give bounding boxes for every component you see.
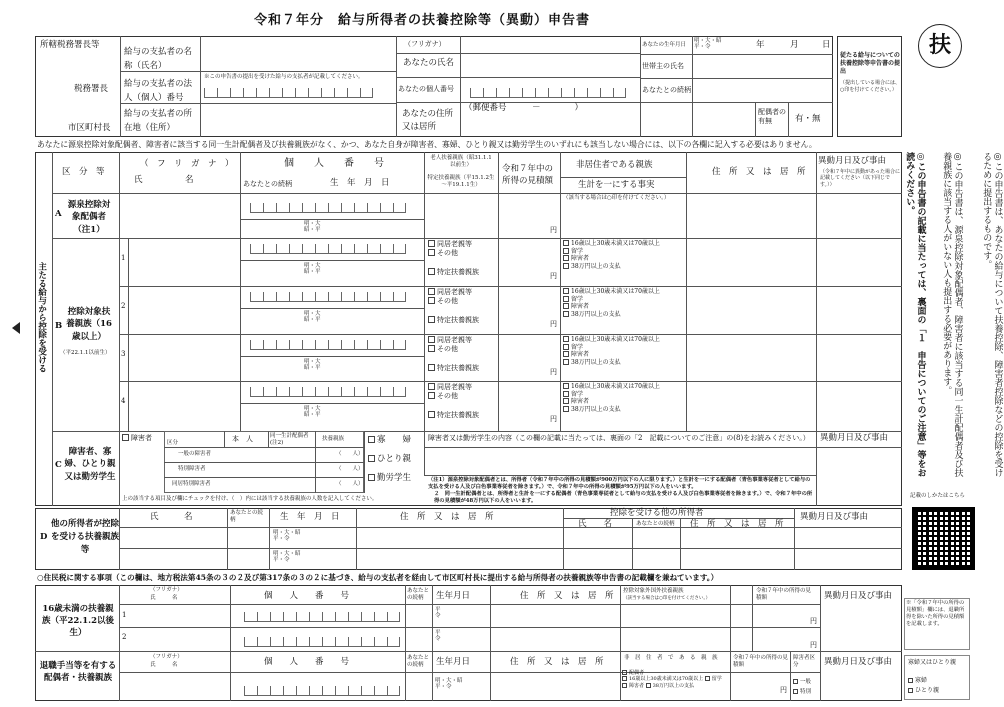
opt-cohab-label: 同居老親等 — [437, 336, 472, 344]
nonres-label: 38万円以上の支払 — [571, 310, 621, 318]
kubun-special-label: 特別 — [800, 689, 812, 695]
nonres-2-4[interactable] — [563, 311, 660, 319]
d-other-name: 氏 名 — [578, 519, 613, 529]
nonres-label: 16歳以上30歳未満又は70歳以上 — [571, 383, 660, 390]
householder-label: 世帯主の氏名 — [642, 62, 684, 70]
retire-nonres-opts — [622, 670, 728, 689]
col-specific: 特定扶養親族（平15.1.2生～平19.1.1生） — [427, 175, 495, 189]
row-b-dependent-opts-1 — [428, 240, 479, 276]
d-other-relation: あなたとの続柄 — [636, 521, 675, 527]
row-b-number-4[interactable] — [250, 387, 406, 397]
nonres-1-2[interactable] — [563, 248, 660, 256]
payer-number-field[interactable] — [204, 88, 373, 98]
retire-yen: 円 — [780, 686, 787, 694]
nonres-1-4[interactable] — [563, 263, 660, 271]
single-check[interactable] — [368, 455, 411, 465]
d-era-2: 明・大・昭 平・令 — [273, 551, 301, 564]
nonres-2-2[interactable] — [563, 296, 660, 304]
nonres-label: 16歳以上30歳未満又は70歳以上 — [571, 240, 660, 247]
payer-number-note: ※この申告書の提出を受けた給与の支払者が記載してください。 — [204, 74, 364, 80]
nonres-1-1[interactable] — [563, 240, 660, 248]
row-b-num-4: 4 — [121, 397, 126, 405]
nonres-label: 38万円以上の支払 — [571, 405, 621, 413]
nonres-label: 16歳以上30歳未満又は70歳以上 — [571, 288, 660, 295]
opt-cohab-1[interactable] — [428, 240, 479, 249]
nonres-label: 障害者 — [571, 351, 590, 358]
nonres-opt-3-label: 障害者 — [629, 682, 645, 689]
payer-address-label: 給与の支払者の所在地（住所） — [124, 109, 193, 133]
your-address-label: あなたの住所又は居所 — [402, 109, 454, 132]
retire-kubun: 障害者区分 — [793, 655, 816, 668]
res-foreign-note: （該当する場合は○印を付けてください。） — [623, 596, 711, 601]
col-change-note: （令和７年中に異動があった場合に記載してください（以下同じです。）） — [820, 169, 900, 188]
nonres-opt-1-label: 配偶者 — [629, 670, 645, 676]
right-note-3: ◎この申告書の記載に当たっては、裏面の「１ 申告についてのご注意」等をお読みください。 — [904, 152, 926, 477]
nonres-label: 障害者 — [571, 398, 590, 405]
student-check[interactable] — [368, 474, 411, 484]
disabled-self: 本 人 — [232, 435, 253, 443]
instruction-text: あなたに源泉控除対象配偶者、障害者に該当する同一生計配偶者及び扶養親族がなく、かつ、あなた自身が障害者、寡婦、ひとり親又は勤労学生のいずれにも該当しない場合には、以下の各欄に記入する必要はありません。 — [37, 140, 817, 149]
row-b-number-1[interactable] — [250, 244, 406, 254]
city-label: 市区町村長 — [68, 123, 111, 133]
note-2: ２ 同一生計配偶者とは、所得者と生計を一にする配偶者（青色事業専従者として給与の支払を受ける人及び白色事業専従者を除きます。）で、令和７年中の所得の見積額が48万円以下の人をいいます。 — [434, 491, 813, 505]
payer-name-field[interactable] — [202, 38, 394, 69]
retire-income: 令和７年中の所得の見積額 — [733, 655, 789, 668]
d-name: 氏 名 — [150, 512, 193, 522]
postal-code[interactable]: （郵便番号 － ） — [464, 103, 584, 113]
single-label: ひとり親 — [377, 454, 412, 464]
row-b-dependent-opts-3 — [428, 336, 479, 372]
birth-month: 月 — [790, 40, 799, 50]
disabled-div: 区分 — [167, 440, 179, 446]
row-b-yen-3: 円 — [550, 368, 557, 376]
disabled-dependents: 扶養親族 — [322, 436, 345, 442]
opt-specific-label: 特定扶養親族 — [437, 315, 479, 324]
nonres-3-2[interactable] — [563, 344, 660, 352]
col-change: 異動月日及び事由 — [818, 156, 887, 166]
row-b-dependent-opts-2 — [428, 288, 479, 324]
nonres-label: 障害者 — [571, 255, 590, 262]
row-a-yen: 円 — [550, 226, 557, 234]
res-income: 令和７年中の所得の見積額 — [756, 588, 812, 601]
form-type-badge: 扶 — [918, 24, 962, 68]
row-c-label: 障害者、寡婦、ひとり親又は勤労学生 — [64, 447, 116, 482]
disabled-check[interactable] — [122, 434, 152, 442]
nonres-4-4[interactable] — [563, 406, 660, 414]
d-label: 他の所得者が控除を受ける扶養親族等 — [50, 519, 119, 555]
right-note-2: ◎この申告書は、源泉控除対象配偶者、障害者に該当する同一生計配偶者及び扶養親族に該当する人がいない人も提出する必要があります。 — [941, 152, 963, 477]
row-b-nonres-opts-3 — [563, 336, 660, 366]
secondary-salary-note: （提出している場合には、○印を付けてください。） — [840, 80, 901, 93]
retire-era: 明・大・昭 平・令 — [435, 678, 463, 691]
retire-number-field[interactable] — [244, 686, 400, 696]
retire-birth: 生年月日 — [436, 657, 471, 667]
opt-cohab-label: 同居老親等 — [437, 240, 472, 248]
row-b-nonres-opts-4 — [563, 383, 660, 413]
c-note: 上の該当する項目及び欄にチェックを付け、（ ）内には該当する扶養親族の人数を記入してください。 — [122, 496, 378, 502]
res-number-2[interactable] — [244, 637, 400, 647]
res-number-1[interactable] — [244, 612, 400, 622]
nonres-4-2[interactable] — [563, 391, 660, 399]
disabled-special: 特別障害者 — [178, 466, 206, 472]
row-b-note: （平22.1.1以前生） — [60, 350, 111, 356]
nonres-1-3[interactable] — [563, 255, 660, 263]
nonres-opt-5-label: 38万円以上の支払 — [652, 682, 694, 689]
row-b-era-2: 明・大 昭・平 — [304, 311, 321, 324]
secondary-salary-title: 従たる給与についての扶養控除等申告書の提出 — [840, 52, 901, 76]
nonres-3-3[interactable] — [563, 351, 660, 359]
row-b-dependent-opts-4 — [428, 383, 479, 419]
under16-label: 16歳未満の扶養親族（平22.1.2以後生） — [41, 604, 115, 638]
widow-opt[interactable] — [908, 678, 927, 685]
d-relation: あなたとの続柄 — [230, 510, 264, 523]
birth-label: あなたの生年月日 — [642, 42, 687, 48]
disabled-same-spouse: 同一生計配偶者(注2) — [270, 433, 309, 446]
your-number-label: あなたの個人番号 — [398, 85, 454, 93]
birth-year: 年 — [756, 40, 765, 50]
d-address: 住 所 又 は 居 所 — [400, 512, 494, 522]
spouse-yes-no[interactable]: 有・無 — [795, 114, 821, 124]
form-title: 令和７年分 給与所得者の扶養控除等（異動）申告書 — [254, 13, 591, 28]
retire-nonres: 非 居 住 者 で あ る 親 族 — [624, 655, 718, 661]
res-row-1: 1 — [122, 611, 127, 619]
opt-cohab-4[interactable] — [428, 383, 479, 392]
opt-other-label: その他 — [437, 344, 458, 353]
disabled-general: 一般の障害者 — [178, 451, 212, 457]
res-name: 氏 名 — [150, 595, 178, 601]
nonres-3-4[interactable] — [563, 359, 660, 367]
nonres-label: 16歳以上30歳未満又は70歳以上 — [571, 336, 660, 343]
res-birth: 生年月日 — [436, 591, 471, 601]
col-birth: 生 年 月 日 — [330, 178, 390, 188]
tax-office-label: 所轄税務署長等 — [40, 40, 100, 50]
kubun-special[interactable] — [793, 689, 811, 695]
d-change: 異動月日及び事由 — [800, 512, 869, 522]
furigana-label: （フリガナ） — [404, 40, 446, 48]
row-b-number-2[interactable] — [250, 292, 406, 302]
widow-opt-label: 寡婦 — [915, 677, 928, 684]
res-furigana: （フリガナ） — [150, 587, 183, 593]
nonres-3-1[interactable] — [563, 336, 660, 344]
nonres-label: 留学 — [571, 390, 584, 398]
d-letter: D — [40, 532, 48, 542]
row-b-num-2: 2 — [121, 302, 126, 310]
col-kubun: 区 分 等 — [62, 167, 105, 177]
widow-single-label: 寡婦又はひとり親 — [908, 659, 957, 666]
nonres-label: 障害者 — [571, 303, 590, 310]
nonres-2-1[interactable] — [563, 288, 660, 296]
row-a-era: 明・大 昭・平 — [304, 221, 321, 234]
c-content: 障害者又は勤労学生の内容（この欄の記載に当たっては、裏面の「2 記載についてのご注意」の(8)をお読みください。） — [428, 434, 810, 442]
opt-cohab-3[interactable] — [428, 336, 479, 345]
row-b-yen-2: 円 — [550, 320, 557, 328]
d-other: 控除を受ける他の所得者 — [610, 508, 704, 518]
row-b-era-4: 明・大 昭・平 — [304, 406, 321, 419]
opt-other-2[interactable] — [428, 297, 479, 306]
your-number-field[interactable] — [470, 88, 626, 98]
disabled-check-label: 障害者 — [131, 434, 152, 442]
res-era-1: 平 令 — [435, 607, 441, 620]
retire-relation: あなたとの続柄 — [407, 655, 430, 668]
opt-other-4[interactable] — [428, 392, 479, 401]
row-a-label: 源泉控除対象配偶者（注1） — [67, 200, 111, 235]
note-1: （注1）源泉控除対象配偶者とは、所得者（令和７年中の所得の見積額が900万円以下の人に限ります。）と生計を一にする配偶者（青色事業専従者として給与の支払を受ける人及び白色事業専従者を除きます。）で、令和７年中の所得の見積額が95万円以下の人をいいます。 — [428, 477, 811, 491]
opt-specific-4[interactable] — [428, 411, 479, 420]
row-a-number[interactable] — [250, 203, 406, 213]
payer-address-field[interactable] — [202, 105, 394, 135]
retire-name: 氏 名 — [150, 662, 178, 668]
row-b-nonres-opts-1 — [563, 240, 660, 270]
single-opt[interactable] — [908, 688, 939, 695]
row-b-num-1: 1 — [121, 254, 126, 262]
opt-specific-2[interactable] — [428, 316, 479, 325]
opt-cohab-2[interactable] — [428, 288, 479, 297]
payer-name-label: 給与の支払者の名称（氏名） — [124, 47, 193, 71]
kubun-general-label: 一般 — [800, 679, 812, 685]
opt-specific-label: 特定扶養親族 — [437, 267, 479, 276]
tax-office-suffix: 税務署長 — [74, 84, 109, 94]
widow-label: 寡 婦 — [377, 435, 412, 445]
col-nonres: 非居住者である親族 — [576, 160, 653, 170]
nonres-label: 留学 — [571, 343, 584, 351]
col-name: 氏 名 — [134, 175, 194, 185]
row-b-letter: B — [55, 321, 63, 331]
retire-address: 住 所 又 は 居 所 — [510, 657, 604, 667]
res-relation: あなたとの続柄 — [407, 588, 430, 601]
your-name-label: あなたの氏名 — [403, 58, 455, 68]
res-change: 異動月日及び事由 — [824, 591, 893, 601]
retire-label: 退職手当等を有する配偶者・扶養親族 — [39, 661, 117, 684]
student-label: 勤労学生 — [377, 473, 412, 483]
nonres-4-3[interactable] — [563, 398, 660, 406]
retire-change: 異動月日及び事由 — [824, 657, 893, 667]
row-b-era-3: 明・大 昭・平 — [304, 359, 321, 372]
col-income: 令和７年中の所得の見積額 — [502, 164, 554, 186]
side-arrow-icon — [12, 322, 20, 334]
row-b-nonres-opts-2 — [563, 288, 660, 318]
res-row-2: 2 — [122, 633, 127, 641]
widow-check[interactable] — [368, 436, 411, 446]
opt-other-1[interactable] — [428, 249, 479, 258]
row-b-label: 控除対象扶養親族（16歳以上） — [66, 307, 112, 342]
retire-furigana: （フリガナ） — [150, 654, 183, 660]
nonres-4-1[interactable] — [563, 383, 660, 391]
retire-number: 個 人 番 号 — [264, 657, 350, 667]
person-count-3[interactable]: （ 人） — [336, 481, 364, 487]
d-birth: 生 年 月 日 — [280, 512, 340, 522]
opt-other-label: その他 — [437, 391, 458, 400]
row-b-num-3: 3 — [121, 350, 126, 358]
right-note-1: ◎この申告書は、あなたの給与について扶養控除、障害者控除などの控除を受けるために提出するものです。 — [981, 152, 1003, 477]
opt-cohab-label: 同居老親等 — [437, 288, 472, 296]
spouse-label: 配偶者の有無 — [758, 108, 786, 126]
nonres-opt-4-label: 留学 — [711, 676, 722, 683]
resident-title: ○住民税に関する事項（この欄は、地方税法第45条の３の２及び第317条の３の２に基づき、給与の支払者を経由して市区町村長に提出する給与所得者の扶養親族等申告書の記載欄を兼ねています。） — [37, 573, 719, 582]
nonres-label: 留学 — [571, 247, 584, 255]
nonres-opt-2-label: 16歳以上30歳未満又は70歳以上 — [629, 676, 704, 683]
kubun-general[interactable] — [793, 679, 811, 685]
col-furigana: （ フ リ ガ ナ ） — [140, 159, 234, 169]
row-b-yen-1: 円 — [550, 272, 557, 280]
col-address: 住 所 又 は 居 所 — [712, 167, 806, 177]
resident-table — [35, 585, 902, 701]
relation-label: あなたとの続柄 — [642, 86, 691, 94]
opt-specific-1[interactable] — [428, 268, 479, 277]
nonres-opt-3[interactable] — [622, 683, 728, 689]
col-elder: 老人扶養親族（昭31.1.1以前生） — [430, 155, 492, 169]
row-b-yen-4: 円 — [550, 415, 557, 423]
res-era-2: 平 令 — [435, 630, 441, 643]
row-a-letter: A — [55, 209, 62, 219]
disabled-cohab: 同居特別障害者 — [172, 481, 211, 487]
res-address: 住 所 又 は 居 所 — [520, 591, 614, 601]
res-number: 個 人 番 号 — [264, 591, 350, 601]
payer-number-label: 給与の支払者の法人（個人）番号 — [124, 79, 193, 103]
res-foreign: 控除対象外国外扶養親族 — [623, 588, 684, 594]
opt-other-3[interactable] — [428, 345, 479, 354]
row-b-number-3[interactable] — [250, 340, 406, 350]
opt-specific-label: 特定扶養親族 — [437, 410, 479, 419]
person-count-2[interactable]: （ 人） — [336, 466, 364, 472]
opt-specific-3[interactable] — [428, 364, 479, 373]
qr-caption: 記載のしかたはこちら — [910, 493, 966, 499]
birth-era: 明・大・昭 平・令 — [694, 38, 722, 51]
col-relation: あなたとの続柄 — [243, 180, 292, 188]
side-note: ※「令和７年中の所得の見積額」欄には、退職所得を除いた所得の見積額を記載します。 — [906, 600, 965, 627]
row-c-letter: C — [55, 460, 62, 470]
d-other-address: 住 所 又 は 居 所 — [690, 519, 784, 529]
nonres-label: 38万円以上の支払 — [571, 262, 621, 270]
nonres-label: 留学 — [571, 295, 584, 303]
person-count-1[interactable]: （ 人） — [336, 451, 364, 457]
opt-other-label: その他 — [437, 248, 458, 257]
your-name-field[interactable] — [462, 55, 638, 76]
nonres-label: 38万円以上の支払 — [571, 358, 621, 366]
res-yen-2: 円 — [810, 641, 817, 649]
d-era-1: 明・大・昭 平・令 — [273, 530, 301, 543]
qr-code-icon[interactable] — [912, 507, 975, 570]
nonres-2-3[interactable] — [563, 303, 660, 311]
birth-day: 日 — [822, 40, 831, 50]
c-change: 異動月日及び事由 — [820, 433, 889, 443]
opt-cohab-label: 同居老親等 — [437, 383, 472, 391]
res-yen-1: 円 — [810, 617, 817, 625]
col-same: 生計を一にする事実 — [578, 180, 655, 190]
single-opt-label: ひとり親 — [915, 687, 940, 694]
row-b-era-1: 明・大 昭・平 — [304, 263, 321, 276]
opt-other-label: その他 — [437, 296, 458, 305]
row-a-same-note: （該当する場合は○印を付けてください。） — [563, 195, 670, 201]
col-number: 個 人 番 号 — [284, 158, 384, 169]
opt-specific-label: 特定扶養親族 — [437, 363, 479, 372]
side-label: 主たる給与から控除を受ける — [36, 262, 47, 373]
